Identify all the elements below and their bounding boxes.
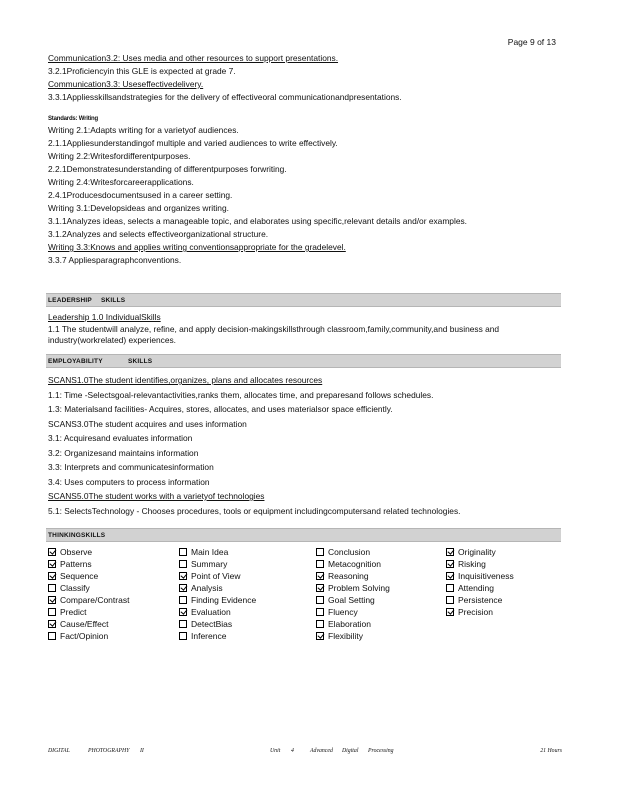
employability-line: SCANS3.0The student acquires and uses information [48,418,247,429]
communication-block [48,52,562,104]
checkbox-empty-icon[interactable] [48,584,56,592]
thinking-skill-label: Reasoning [328,571,369,581]
leadership-band-skills: SKILLS [101,297,126,304]
checkbox-checked-icon[interactable] [179,584,187,592]
thinking-skill-item[interactable] [179,618,256,630]
checkbox-empty-icon[interactable] [179,548,187,556]
communication-line: 3.2.1Proficiencyin this GLE is expected at grade 7. [48,66,236,76]
checkbox-checked-icon[interactable] [446,572,454,580]
thinking-skill-item[interactable] [446,546,514,558]
thinking-skill-item[interactable] [48,630,129,642]
thinking-skill-label: Cause/Effect [60,619,109,629]
thinking-skill-item[interactable] [316,594,390,606]
checkbox-empty-icon[interactable] [48,608,56,616]
standards-content [48,52,562,267]
writing-line: 2.2.1Demonstratesunderstanding of differentpurposes forwriting. [48,164,287,174]
thinking-skill-label: Flexibility [328,631,363,641]
checkbox-checked-icon[interactable] [48,548,56,556]
checkbox-checked-icon[interactable] [316,584,324,592]
thinking-skill-item[interactable] [316,546,390,558]
thinking-skill-item[interactable] [446,558,514,570]
thinking-skill-label: Precision [458,607,493,617]
writing-line: 2.1.1Appliesunderstandingof multiple and varied audiences to write effectively. [48,138,338,148]
checkbox-checked-icon[interactable] [179,572,187,580]
thinking-skill-item[interactable] [48,582,129,594]
employability-band-label: EMPLOYABILITY [48,358,103,365]
writing-line: Writing 3.1:Developsideas and organizes writing. [48,203,229,213]
employability-line: SCANS5.0The student works with a varietyof technologies [48,491,265,501]
thinking-skills-band [46,528,561,542]
thinking-skills-column [316,546,390,642]
footer-course-a: DIGITAL [48,748,70,754]
thinking-skill-label: Inquisitiveness [458,571,514,581]
thinking-skill-label: Inference [191,631,227,641]
checkbox-empty-icon[interactable] [446,584,454,592]
checkbox-empty-icon[interactable] [179,560,187,568]
thinking-skills-column [48,546,129,642]
thinking-skill-item[interactable] [179,594,256,606]
employability-band-skills: SKILLS [128,358,153,365]
checkbox-checked-icon[interactable] [48,620,56,628]
thinking-skill-item[interactable] [48,558,129,570]
thinking-skill-item[interactable] [446,606,514,618]
thinking-skills-band-label: THINKINGSKILLS [48,532,106,539]
employability-line: 3.2: Organizesand maintains information [48,447,199,458]
thinking-skill-item[interactable] [446,570,514,582]
checkbox-checked-icon[interactable] [446,608,454,616]
writing-line: 3.3.7 Appliesparagraphconventions. [48,255,182,265]
leadership-section [48,311,562,346]
thinking-skill-label: Analysis [191,583,223,593]
thinking-skill-item[interactable] [48,570,129,582]
thinking-skill-item[interactable] [446,594,514,606]
thinking-skill-item[interactable] [179,606,256,618]
thinking-skill-label: Fluency [328,607,358,617]
thinking-skill-item[interactable] [48,618,129,630]
thinking-skill-item[interactable] [179,546,256,558]
writing-line: Writing 3.3:Knows and applies writing conventionsappropriate for the gradelevel. [48,242,346,252]
thinking-skill-label: Originality [458,547,496,557]
thinking-skill-item[interactable] [48,546,129,558]
writing-line: 3.1.1Analyzes ideas, selects a manageable topic, and elaborates using specific,relevant details and/or examples. [48,216,467,226]
footer-unit-number: 4 [291,748,294,754]
footer-unit-word-3: Processing [368,748,394,754]
thinking-skill-item[interactable] [446,582,514,594]
page-number: Page 9 of 13 [507,37,556,47]
thinking-skill-label: Classify [60,583,90,593]
checkbox-empty-icon[interactable] [316,548,324,556]
employability-line: SCANS1.0The student identifies,organizes, plans and allocates resources [48,375,323,385]
checkbox-empty-icon[interactable] [316,560,324,568]
leadership-band [46,293,561,307]
thinking-skill-label: Evaluation [191,607,231,617]
checkbox-checked-icon[interactable] [446,560,454,568]
checkbox-empty-icon[interactable] [179,620,187,628]
footer-unit-word-1: Advanced [310,748,333,754]
writing-line: 3.1.2Analyzes and selects effectiveorganizational structure. [48,229,269,239]
checkbox-checked-icon[interactable] [48,560,56,568]
checkbox-empty-icon[interactable] [316,620,324,628]
employability-line: 3.4: Uses computers to process information [48,476,210,487]
thinking-skill-label: Finding Evidence [191,595,257,605]
writing-block [48,124,562,267]
leadership-text: 1.1 The studentwill analyze, refine, and apply decision-makingskillsthrough classroom,family,community,and business and industry(workrelated) experiences. [48,324,500,345]
standards-heading: Standards: Writing [48,116,98,122]
checkbox-checked-icon[interactable] [48,596,56,604]
employability-section [48,373,562,518]
checkbox-checked-icon[interactable] [316,632,324,640]
thinking-skill-item[interactable] [316,570,390,582]
checkbox-empty-icon[interactable] [48,632,56,640]
thinking-skill-label: Conclusion [328,547,371,557]
employability-line: 1.1: Time -Selectsgoal-relevantactivities,ranks them, allocates time, and preparesand follows schedules. [48,389,434,400]
thinking-skill-label: DetectBias [191,619,233,629]
thinking-skill-item[interactable] [179,582,256,594]
thinking-skill-label: Point of View [191,571,241,581]
thinking-skills-checklist [48,546,562,646]
writing-line: Writing 2.1:Adapts writing for a varietyof audiences. [48,125,239,135]
checkbox-checked-icon[interactable] [179,608,187,616]
employability-line: 1.3: Materialsand facilities- Acquires, stores, allocates, and uses materialsor space efficiently. [48,404,393,414]
footer-hours: 21 Hours [540,748,562,754]
writing-line: Writing 2.4:Writesforcareerapplications. [48,177,194,187]
communication-line: Communication3.2: Uses media and other resources to support presentations. [48,53,339,63]
thinking-skill-label: Elaboration [328,619,372,629]
thinking-skill-item[interactable] [179,630,256,642]
thinking-skill-label: Fact/Opinion [60,631,109,641]
footer-course-c: II [140,748,144,754]
communication-line: Communication3.3: Useseffectivedelivery. [48,79,204,89]
thinking-skill-item[interactable] [316,606,390,618]
thinking-skill-label: Patterns [60,559,92,569]
thinking-skill-label: Compare/Contrast [60,595,130,605]
employability-line: 3.3: Interprets and communicatesinformation [48,462,214,472]
thinking-skill-label: Main Idea [191,547,229,557]
thinking-skills-column [179,546,256,642]
thinking-skill-label: Metacognition [328,559,381,569]
thinking-skill-item[interactable] [48,606,129,618]
writing-line: 2.4.1Producesdocumentsused in a career setting. [48,190,233,200]
thinking-skill-item[interactable] [48,594,129,606]
thinking-skill-label: Summary [191,559,228,569]
thinking-skill-label: Goal Setting [328,595,375,605]
leadership-band-label: LEADERSHIP [48,297,92,304]
checkbox-checked-icon[interactable] [48,572,56,580]
thinking-skill-label: Predict [60,607,87,617]
checkbox-checked-icon[interactable] [446,548,454,556]
thinking-skill-item[interactable] [316,582,390,594]
employability-band [46,354,561,368]
thinking-skill-item[interactable] [179,558,256,570]
thinking-skill-label: Sequence [60,571,99,581]
thinking-skill-label: Persistence [458,595,503,605]
thinking-skill-item[interactable] [316,630,390,642]
thinking-skill-label: Problem Solving [328,583,390,593]
checkbox-empty-icon[interactable] [179,596,187,604]
footer-unit-word-2: Digital [342,748,359,754]
thinking-skill-label: Attending [458,583,494,593]
checkbox-empty-icon[interactable] [179,632,187,640]
checkbox-empty-icon[interactable] [316,596,324,604]
checkbox-checked-icon[interactable] [316,572,324,580]
thinking-skills-column [446,546,514,618]
employability-line: 3.1: Acquiresand evaluates information [48,433,193,443]
communication-line: 3.3.1Appliesskillsandstrategies for the delivery of effectiveoral communicationandpresentations. [48,92,402,102]
thinking-skill-label: Observe [60,547,93,557]
thinking-skill-item[interactable] [316,558,390,570]
footer-course-b: PHOTOGRAPHY [88,748,130,754]
thinking-skill-item[interactable] [316,618,390,630]
footer-unit-label: Unit [270,748,281,754]
employability-line: 5.1: SelectsTechnology - Chooses procedures, tools or equipment includingcomputersand related technologies. [48,505,461,516]
thinking-skill-item[interactable] [179,570,256,582]
checkbox-empty-icon[interactable] [446,596,454,604]
checkbox-empty-icon[interactable] [316,608,324,616]
writing-line: Writing 2.2:Writesfordifferentpurposes. [48,151,191,161]
thinking-skill-label: Risking [458,559,486,569]
leadership-title: Leadership 1.0 IndividualSkills [48,312,161,322]
